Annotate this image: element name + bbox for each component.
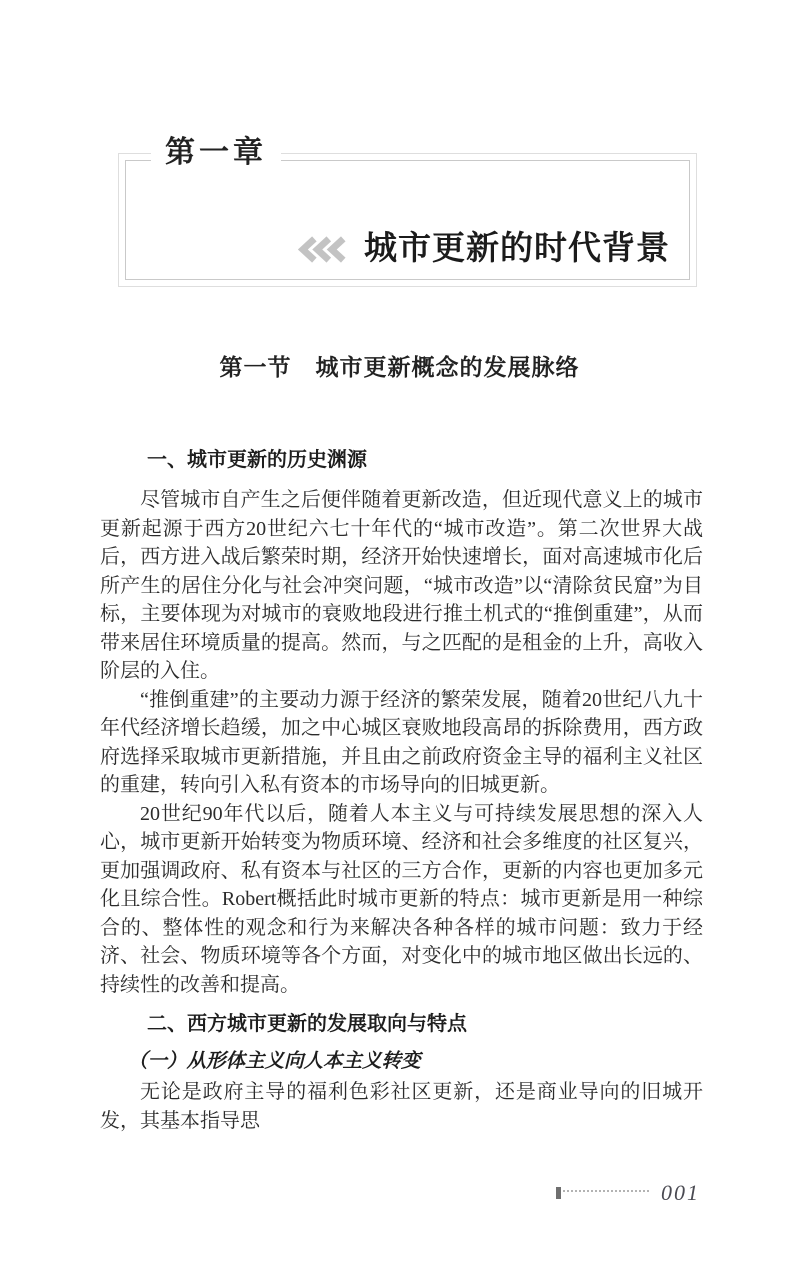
chapter-number-label: 第一章 (151, 134, 281, 172)
paragraph-3: 20世纪90年代以后，随着人本主义与可持续发展思想的深入人心，城市更新开始转变为物质环境、经济和社会多维度的社区复兴，更加强调政府、私有资本与社区的三方合作，更新的内容也更加多元化且综合性。Robert概括此时城市更新的特点：城市更新是用一种综合的、整体性的观念和行为来解决各种各样的城市问题：致力于经济、社会、物质环境等各个方面，对变化中的城市地区做出长远的、持续性的改善和提高。 (100, 802, 703, 996)
page-footer (556, 1180, 700, 1205)
footer-bar-icon (556, 1187, 561, 1199)
chapter-title: 城市更新的时代背景 (364, 231, 670, 267)
subheading-form-to-humanism: （一）从形体主义向人本主义转变 (128, 1051, 421, 1072)
paragraph-4: 无论是政府主导的福利色彩社区更新，还是商业导向的旧城开发，其基本指导思 (100, 1081, 703, 1132)
page-number: 001 (661, 1180, 700, 1205)
paragraph-2: “推倒重建”的主要动力源于经济的繁荣发展，随着20世纪八九十年代经济增长趋缓，加之中心城区衰败地段高昂的拆除费用，西方政府选择采取城市更新措施，并且由之前政府资金主导的福利主义社区的重建，转向引入私有资本的市场导向的旧城更新。 (100, 688, 703, 796)
footer-dotted-rule (563, 1190, 649, 1192)
paragraph-1: 尽管城市自产生之后便伴随着更新改造，但近现代意义上的城市更新起源于西方20世纪六七十年代的“城市改造”。第二次世界大战后，西方进入战后繁荣时期，经济开始快速增长，面对高速城市化后所产生的居住分化与社会冲突问题，“城市改造”以“清除贫民窟”为目标，主要体现为对城市的衰败地段进行推土机式的“推倒重建”，从而带来居住环境质量的提高。然而，与之匹配的是租金的上升，高收入阶层的入住。 (100, 489, 703, 682)
book-page (0, 136, 799, 1267)
heading-western-renewal-trends: 二、西方城市更新的发展取向与特点 (147, 1013, 467, 1035)
section-title: 第一节 城市更新概念的发展脉络 (219, 354, 580, 380)
triple-left-chevrons-icon (298, 236, 350, 263)
heading-history-origin: 一、城市更新的历史渊源 (147, 449, 367, 471)
chapter-title-row (298, 230, 670, 268)
page-content (100, 447, 703, 1135)
chapter-header-box (118, 136, 697, 287)
